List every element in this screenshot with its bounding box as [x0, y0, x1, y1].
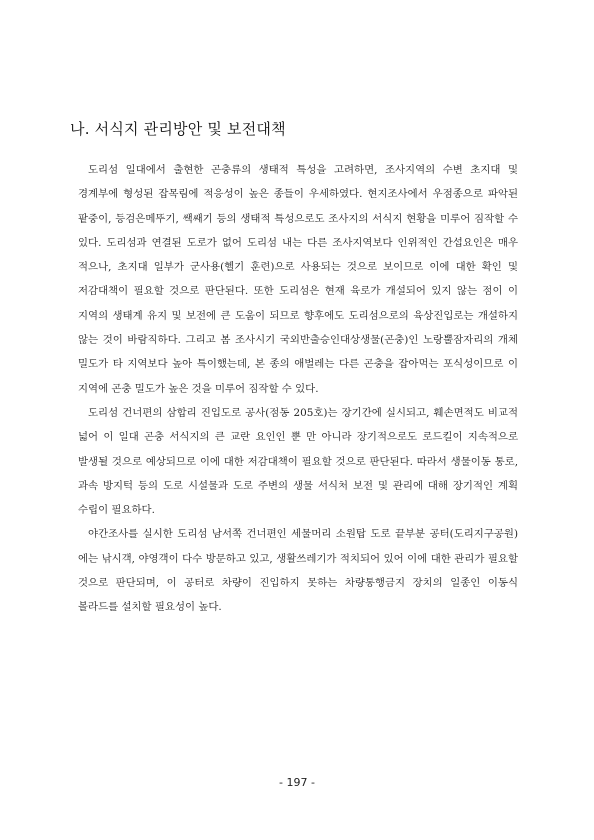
paragraph-road-construction: 도리섬 건너편의 삼합리 진입도로 공사(점동 205호)는 장기간에 실시되고, 훼손면적도 비교적 넓어 이 일대 곤충 서식지의 큰 교란 요인인 뿐 만 아니라 장기적으로도 로드킬이 지속적으로 발생될 것으로 예상되므로 이에 대한 저감대책이 필요할 것으로 판단된다. 따라서 생물이동 통로, 과속 방지턱 등의 도로 시설물과 도로 주변의 생물 서식처 보전 및 관리에 대해 장기적인 계획 수립이 필요하다. [78, 406, 518, 517]
paragraph-night-survey-management: 야간조사를 실시한 도리섬 남서쪽 건너편인 세물머리 소원탑 도로 끝부분 공터(도리지구공원)에는 낚시객, 야영객이 다수 방문하고 있고, 생활쓰레기가 적치되어 있어 이에 대한 관리가 필요할 것으로 판단되며, 이 공터로 차량이 진입하지 못하는 차량통행금지 장치의 일종인 이동식 볼라드를 설치할 필요성이 높다. [78, 528, 518, 614]
page-number: - 197 - [279, 776, 315, 789]
body-text [78, 158, 518, 620]
paragraph-habitat-characteristics: 도리섬 일대에서 출현한 곤충류의 생태적 특성을 고려하면, 조사지역의 수변 초지대 및 경계부에 형성된 잡목림에 적응성이 높은 종들이 우세하였다. 현지조사에서 우점종으로 파악된 팥중이, 등검은메뚜기, 쌕쌔기 등의 생태적 특성으로도 조사지의 서식지 현황을 미루어 짐작할 수 있다. 도리섬과 연결된 도로가 없어 도리섬 내는 다른 조사지역보다 인위적인 간섭요인은 매우 적으나, 초지대 일부가 군사용(헬기 훈련)으로 사용되는 것으로 보이므로 이에 대한 확인 및 저감대책이 필요할 것으로 판단된다. 또한 도리섬은 현재 육로가 개설되어 있지 않는 점이 이 지역의 생태계 유지 및 보전에 큰 도움이 되므로 향후에도 도리섬으로의 육상진입로는 개설하지 않는 것이 바람직하다. 그리고 봄 조사시기 국외반출승인대상생물(곤충)인 노랑뿔잠자리의 개체 밀도가 타 지역보다 높아 특이했는데, 본 종의 애벌레는 다른 곤충을 잡아먹는 포식성이므로 이 지역에 곤충 밀도가 높은 것을 미루어 짐작할 수 있다. [78, 164, 518, 395]
section-heading: 나. 서식지 관리방안 및 보전대책 [70, 120, 286, 138]
